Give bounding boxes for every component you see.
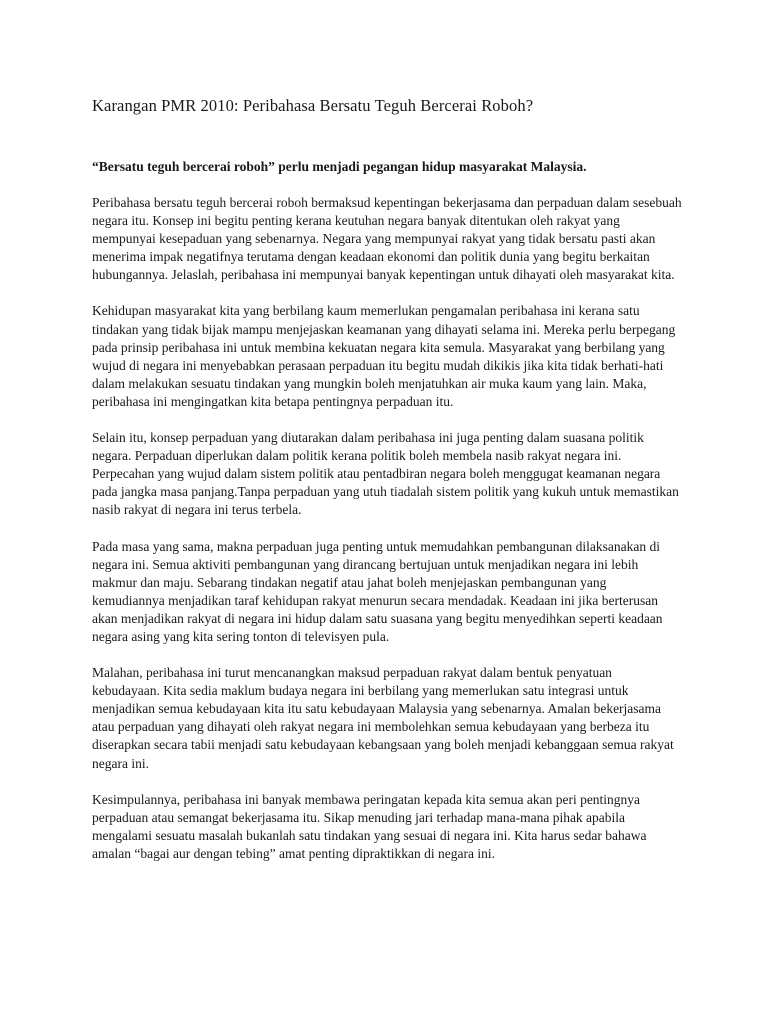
lead-statement: “Bersatu teguh bercerai roboh” perlu menjadi pegangan hidup masyarakat Malaysia. (92, 159, 587, 174)
paragraph-1: Peribahasa bersatu teguh bercerai roboh bermaksud kepentingan bekerjasama dan perpaduan dalam sesebuah negara itu. Konsep ini begitu penting kerana keutuhan negara banyak ditentukan oleh rakyat yang mempunyai kesepaduan yang sebenarnya. Negara yang mempunyai rakyat yang tidak bersatu pasti akan menerima impak negatifnya terutama dengan keadaan ekonomi dan politik dunia yang begitu berkaitan hubungannya. Jelaslah, peribahasa ini mempunyai banyak kepentingan untuk dihayati oleh masyarakat kita. (92, 195, 682, 283)
document-page (92, 96, 682, 881)
paragraph-2: Kehidupan masyarakat kita yang berbilang kaum memerlukan pengamalan peribahasa ini kerana satu tindakan yang tidak bijak mampu menjejaskan keamanan yang dihayati selama ini. Mereka perlu berpegang pada prinsip peribahasa ini untuk membina kekuatan negara kita semula. Masyarakat yang berbilang yang wujud di negara ini menyebabkan perasaan perpaduan itu begitu mudah dikikis jika kita tidak berhati-hati dalam melakukan sesuatu tindakan yang mungkin boleh menjatuhkan air muka kaum yang lain. Maka, peribahasa ini mengingatkan kita betapa pentingnya perpaduan itu. (92, 303, 676, 409)
paragraph-5: Malahan, peribahasa ini turut mencanangkan maksud perpaduan rakyat dalam bentuk penyatuan kebudayaan. Kita sedia maklum budaya negara ini berbilang yang memerlukan satu integrasi untuk menjadikan semua kebudayaan kita itu satu kebudayaan Malaysia yang sebenarnya. Amalan bekerjasama atau perpaduan yang dihayati oleh rakyat negara ini membolehkan semua kebudayaan yang berbeza itu diserapkan secara tabii menjadi satu kebudayaan kebangsaan yang boleh menjadi kebanggaan semua rakyat negara ini. (92, 665, 674, 771)
paragraph-4: Pada masa yang sama, makna perpaduan juga penting untuk memudahkan pembangunan dilaksanakan di negara ini. Semua aktiviti pembangunan yang dirancang bertujuan untuk menjadikan negara ini lebih makmur dan maju. Sebarang tindakan negatif atau jahat boleh menjejaskan pembangunan yang kemudiannya menjadikan taraf kehidupan rakyat menurun secara mendadak. Keadaan ini jika berterusan akan menjadikan rakyat di negara ini hidup dalam satu suasana yang begitu menyedihkan seperti keadaan negara asing yang kita sering tonton di televisyen pula. (92, 538, 663, 644)
document-title: Karangan PMR 2010: Peribahasa Bersatu Teguh Bercerai Roboh? (92, 96, 534, 115)
paragraph-3: Selain itu, konsep perpaduan yang diutarakan dalam peribahasa ini juga penting dalam suasana politik negara. Perpaduan diperlukan dalam politik kerana politik boleh membela nasib rakyat negara ini. Perpecahan yang wujud dalam sistem politik atau pentadbiran negara boleh menggugat keamanan negara pada jangka masa panjang.Tanpa perpaduan yang utuh tiadalah sistem politik yang kukuh untuk memastikan nasib rakyat di negara ini terus terbela. (92, 430, 679, 518)
paragraph-6: Kesimpulannya, peribahasa ini banyak membawa peringatan kepada kita semua akan peri pentingnya perpaduan atau semangat bekerjasama itu. Sikap menuding jari terhadap mana-mana pihak apabila mengalami sesuatu masalah bukanlah satu tindakan yang sesuai di negara ini. Kita harus sedar bahawa amalan “bagai aur dengan tebing” amat penting dipraktikkan di negara ini. (92, 791, 647, 861)
